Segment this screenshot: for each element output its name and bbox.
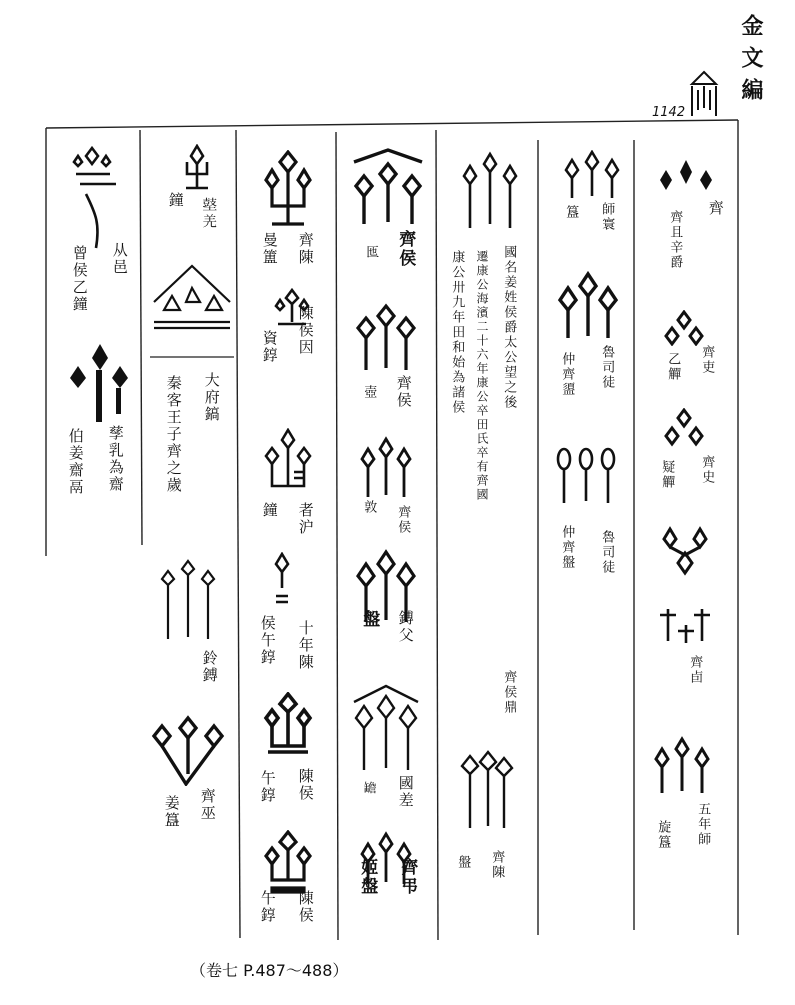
label-col5-4b: 侯午錞 — [258, 615, 277, 666]
label-col5-3b: 鐘 — [260, 502, 279, 519]
column-2 — [540, 130, 634, 940]
label-col2-3b: 仲齊盤 — [559, 525, 575, 570]
glyph-qi-27 — [150, 714, 226, 786]
label-col2-2b: 仲齊盨 — [559, 352, 575, 397]
label-col4-5b: 𦉜 — [361, 780, 377, 795]
label-col5-1a: 齊陳 — [296, 232, 315, 266]
label-col5-6b: 午錞 — [258, 890, 277, 924]
label-col7-1a: 从邑 — [110, 242, 129, 276]
glyph-qi-28 — [70, 144, 126, 254]
glyph-qi-25 — [150, 262, 234, 352]
glyph-qi-3 — [664, 408, 704, 448]
page-range: （卷七 P.487～488） — [190, 961, 349, 980]
label-col1-5b: 旋簋 — [655, 820, 671, 850]
label-col4-5a: 國差 — [396, 775, 415, 809]
label-col6-2b: 秦客王子齊之歲 — [164, 375, 183, 494]
label-col4-6a: 齊弔 — [397, 858, 418, 896]
label-col5-5a: 陳侯 — [296, 768, 315, 802]
label-col5-1b: 曼簠 — [260, 232, 279, 266]
label-col6-2a: 大府鎬 — [202, 372, 221, 423]
label-col4-2a: 齊侯 — [394, 375, 413, 409]
column-6 — [144, 130, 238, 940]
label-col4-2b: 壺 — [361, 385, 377, 400]
label-col3-3a: 齊陳 — [489, 850, 505, 880]
glyph-qi-26 — [158, 555, 218, 641]
glyph-qi-8 — [554, 270, 622, 340]
glyph-qi-7 — [562, 150, 622, 200]
label-col7-2b: 伯姜齋鬲 — [66, 428, 85, 496]
label-col6-1b: 鐘 — [166, 192, 185, 209]
label-col1-2b: 乙觶 — [665, 352, 681, 382]
label-col6-1a: 𪔋羌 — [200, 196, 219, 230]
label-col1-4b: 齊卣 — [687, 655, 703, 685]
label-col4-3b: 敦 — [361, 500, 377, 515]
glyph-qi-12 — [350, 146, 426, 226]
column-4 — [340, 130, 436, 940]
column-7 — [48, 130, 140, 940]
label-col2-2a: 魯司徒 — [599, 345, 615, 390]
glyph-qi-18 — [262, 150, 314, 236]
label-col7-1b: 曾侯乙鐘 — [70, 245, 89, 313]
label-col4-4a: 鎛父 — [396, 610, 415, 644]
label-col3-3b: 盤 — [455, 855, 471, 870]
glyph-qi-16 — [350, 682, 422, 772]
label-col5-2a: 陳侯因 — [296, 305, 315, 356]
entry-number: 1142 — [652, 105, 686, 120]
glyph-qi-10 — [460, 150, 520, 230]
glyph-qi-9 — [552, 445, 620, 505]
glyph-qi-2 — [664, 310, 704, 346]
label-col6-4b: 姜簋 — [162, 795, 181, 829]
label-col3-2a: 遷康公海濱二十六年康公卒田氏卒有齊國 — [475, 250, 489, 502]
label-col1-1b: 齊且辛爵 — [667, 210, 683, 270]
glyph-qi-13 — [354, 302, 418, 372]
label-col5-4a: 十年陳 — [296, 620, 315, 671]
label-col5-2b: 資錞 — [260, 330, 279, 364]
glyph-qi-29 — [66, 340, 130, 424]
column-3 — [440, 130, 538, 940]
head-character-text: 齊 — [704, 82, 705, 83]
label-col4-6b: 姬盤 — [357, 858, 378, 896]
label-col1-1a: 齊 — [706, 200, 725, 217]
glyph-qi-5 — [658, 605, 714, 645]
book-title: 金文編 — [738, 14, 764, 110]
glyph-qi-20 — [264, 428, 312, 492]
label-col4-4b: 盤 — [359, 610, 380, 629]
label-col3-1a: 國名姜姓侯爵太公望之後 — [501, 245, 517, 410]
label-col4-3a: 齊侯 — [395, 505, 411, 535]
label-col1-5a: 五年師 — [695, 802, 711, 847]
glyph-qi-21 — [272, 552, 292, 608]
column-5 — [240, 130, 336, 940]
glyph-qi-23 — [262, 830, 314, 894]
label-col4-1b: 匜 — [363, 245, 379, 260]
glyph-qi-24 — [182, 144, 212, 194]
label-col1-3a: 齊史 — [699, 455, 715, 485]
label-col4-1a: 齊侯 — [395, 230, 416, 268]
glyph-qi-4 — [660, 525, 710, 585]
column-1 — [636, 130, 738, 940]
label-col5-6a: 陳侯 — [296, 890, 315, 924]
glyph-qi-6 — [650, 735, 714, 795]
label-col5-3a: 者沪 — [296, 502, 315, 536]
glyph-qi-22 — [262, 692, 314, 756]
glyph-qi-11 — [454, 750, 516, 830]
label-col1-2a: 齊吏 — [699, 345, 715, 375]
label-col5-5b: 午錞 — [258, 770, 277, 804]
label-col3-1b: 康公卅九年田和始為諸侯 — [449, 250, 465, 415]
label-col3-2b: 齊侯鼎 — [501, 670, 517, 715]
label-col1-3b: 疑觶 — [659, 460, 675, 490]
label-col2-3a: 魯司徒 — [599, 530, 615, 575]
glyph-qi-1 — [656, 150, 716, 200]
glyph-qi-14 — [356, 435, 416, 499]
label-col2-1b: 簋 — [563, 205, 579, 220]
label-col6-4a: 齊巫 — [198, 788, 217, 822]
label-col7-2a: 孳乳為齋 — [106, 425, 125, 493]
label-col6-3a: 鈴鎛 — [200, 650, 219, 684]
label-col2-1a: 師寰 — [599, 202, 615, 232]
